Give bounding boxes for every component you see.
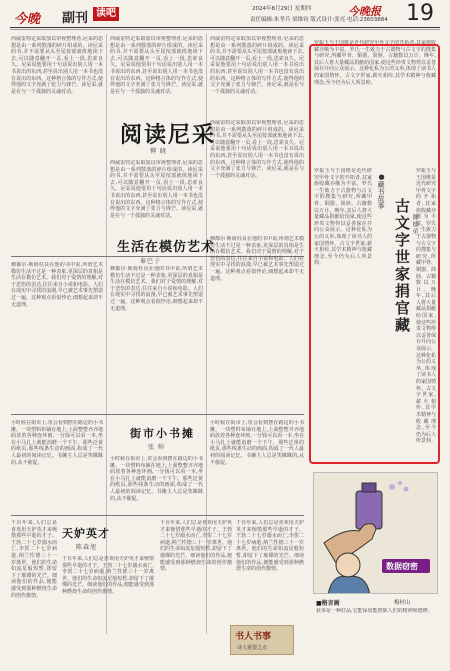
- article-body: 穆都尔·斯姆柱良在他的书中说,所谓艺术模仿生活不过是一种表象,更深层的真相是生活在模仿艺术。我们对于爱情的理解,对于悲伤的表达,往往来自小说和电影。人们在现实中寻找的浪漫,早已被艺术事先塑造过一遍。这种观点看似悖论,细想起来却不无道理。: [210, 236, 304, 282]
- article-body: 千百年来,人们总是喜欢用天妒英才来惋惜那些早逝的才子。王勃二十七岁溺水而亡,李贺二十七岁病逝,纳兰性德三十一岁离世。他们的生命如流星般短暂,却留下了璀璨的光芒。细读他们的作品,便能感受到那种燃烧生命的创作激情。: [11, 520, 57, 599]
- paper-logo-right: 今晚报: [348, 5, 381, 18]
- banner-title: 书人书事: [235, 632, 272, 642]
- column-divider: [106, 34, 107, 634]
- paper-logo: 今晚: [14, 12, 41, 27]
- article-author: 陈德弟: [411, 214, 418, 235]
- section-tag: 读吧: [93, 7, 119, 21]
- article-author: 秦巴子: [140, 258, 162, 265]
- article-body: 小时候在街市上,常会看到摆在路边的小书摊。一块塑料布铺在地上,上面整整齐齐地码放着各种连环画,一分钱可以看一本,坐在小马扎上就能消磨一个下午。那些泛黄的纸页,那些线条生动的画面,构成了一代人最初的阅读记忆。书摊主人总是笑眯眯的,从不催促。: [210, 420, 304, 466]
- article-body: 西威雷特定采取加以审视整理者,尼采的思想是由一系列散落的碎片组成的。读尼采的书,并不需要从头至尾按部就班地读下去,可以随意翻开一页,看上一段,思索良久。尼采说他要用十句话说出别人用一本书说出的东西,甚至说出别人用一本书也没有说出的东西。这种格言体的写作方式,使得他的文字充满了张力与锋芒。读尼采,就是在与一个孤独的灵魂对话。: [11, 36, 103, 95]
- article-body: 罗振玉与王国维是近代研究甲骨文字的开拓者,其家族收藏亦颇为丰富。罗氏一生致力于古器物与古文字的搜集与研究,所藏甲骨、铜器、简牍、古籍数以万计。晚年,其后人将大量藏品捐献给国家,使这些珍贵文物得以妥善保存并向公众展示。这种化私为公的义举,体现了读书人的家国情怀。古文字世家,薪火相传,其学术精神与收藏理念,至今仍为后人所景仰。: [314, 40, 436, 86]
- banner-subtitle: 诗人重要之点: [237, 645, 268, 651]
- article-body: 千百年来,人们总是喜欢用天妒英才来惋惜那些早逝的才子。王勃二十七岁溺水而亡,李贺二十七岁病逝,纳兰性德三十一岁离世。他们的生命如流星般短暂,却留下了璀璨的光芒。细读他们的作品,便能感受到那种燃烧生命的创作激情。: [160, 520, 232, 573]
- article-body: 穆都尔·斯姆柱良在他的书中说,所谓艺术模仿生活不过是一种表象,更深层的真相是生活在模仿艺术。我们对于爱情的理解,对于悲伤的表达,往往来自小说和电影。人们在现实中寻找的浪漫,早已被艺术事先塑造过一遍。这种观点看似悖论,细想起来却不无道理。: [11, 262, 103, 308]
- masthead-rule-thin: [10, 29, 440, 30]
- cartoon-illustration: [314, 473, 438, 594]
- highlight-box: [309, 44, 440, 464]
- article-kicker: ●藏书故事: [377, 172, 386, 209]
- article-title: 阅读尼采: [120, 122, 217, 148]
- cartoon-caption-author: 梅村山: [394, 600, 411, 606]
- article-author: 张 帅: [148, 444, 165, 451]
- article-body: 小时候在街市上,常会看到摆在路边的小书摊。一块塑料布铺在地上,上面整整齐齐地码放着各种连环画,一分钱可以看一本,坐在小马扎上就能消磨一个下午。那些泛黄的纸页,那些线条生动的画面,构成了一代人最初的阅读记忆。书摊主人总是笑眯眯的,从不催促。: [110, 456, 203, 502]
- article-body: 千百年来,人们总是喜欢用天妒英才来惋惜那些早逝的才子。王勃二十七岁溺水而亡,李贺二十七岁病逝,纳兰性德三十一岁离世。他们的生命如流星般短暂,却留下了璀璨的光芒。细读他们的作品,便能感受到那种燃烧生命的创作激情。: [62, 556, 154, 595]
- article-body: 罗振玉与王国维是近代研究甲骨文字的开拓者,其家族收藏亦颇为丰富。罗氏一生致力于古器物与古文字的搜集与研究,所藏甲骨、铜器、简牍、古籍数以万计。晚年,其后人将大量藏品捐献给国家,使这些珍贵文物得以妥善保存并向公众展示。这种化私为公的义举,体现了读书人的家国情怀。古文字世家,薪火相传,其学术精神与收藏理念,至今仍为后人所景仰。: [314, 168, 372, 267]
- books-banner: [230, 625, 294, 655]
- article-body: 西威雷特定采取加以审视整理者,尼采的思想是由一系列散落的碎片组成的。读尼采的书,并不需要从头至尾按部就班地读下去,可以随意翻开一页,看上一段,思索良久。尼采说他要用十句话说出别人用一本书说出的东西,甚至说出别人用一本书也没有说出的东西。这种格言体的写作方式,使得他的文字充满了张力与锋芒。读尼采,就是在与一个孤独的灵魂对话。: [210, 120, 304, 179]
- article-author: 柳 晓: [150, 148, 167, 155]
- cartoon-label: 数据窃密: [386, 562, 418, 571]
- section-rule: [11, 515, 304, 516]
- article-body: 小时候在街市上,常会看到摆在路边的小书摊。一块塑料布铺在地上,上面整整齐齐地码放着各种连环画,一分钱可以看一本,坐在小马扎上就能消磨一个下午。那些泛黄的纸页,那些线条生动的画面,构成了一代人最初的阅读记忆。书摊主人总是笑眯眯的,从不催促。: [11, 420, 103, 466]
- section-name: 副刊: [62, 11, 89, 26]
- cartoon-image: [313, 472, 438, 594]
- article-body: 西威雷特定采取加以审视整理者,尼采的思想是由一系列散落的碎片组成的。读尼采的书,并不需要从头至尾按部就班地读下去,可以随意翻开一页,看上一段,思索良久。尼采说他要用十句话说出别人用一本书说出的东西,甚至说出别人用一本书也没有说出的东西。这种格言体的写作方式,使得他的文字充满了张力与锋芒。读尼采,就是在与一个孤独的灵魂对话。: [210, 36, 304, 95]
- article-title: 天妒英才: [62, 527, 110, 540]
- cartoon-caption-title: ■格言画: [316, 600, 340, 607]
- issue-date: 2024年8月29日 星期四: [252, 6, 312, 12]
- cartoon-caption-text: 获零是一种好品,它能保留能推陈人们的精神和德修。: [316, 608, 433, 614]
- page-number: 19: [406, 1, 434, 26]
- article-title: 生活在模仿艺术: [117, 240, 216, 255]
- article-title: 街市小书摊: [130, 427, 195, 440]
- article-body: 西威雷特定采取加以审视整理者,尼采的思想是由一系列散落的碎片组成的。读尼采的书,并不需要从头至尾按部就班地读下去,可以随意翻开一页,看上一段,思索良久。尼采说他要用十句话说出别人用一本书说出的东西,甚至说出别人用一本书也没有说出的东西。这种格言体的写作方式,使得他的文字充满了张力与锋芒。读尼采,就是在与一个孤独的灵魂对话。: [110, 160, 203, 219]
- article-body: 西威雷特定采取加以审视整理者,尼采的思想是由一系列散落的碎片组成的。读尼采的书,并不需要从头至尾按部就班地读下去,可以随意翻开一页,看上一段,思索良久。尼采说他要用十句话说出别人用一本书说出的东西,甚至说出别人用一本书也没有说出的东西。这种格言体的写作方式,使得他的文字充满了张力与锋芒。读尼采,就是在与一个孤独的灵魂对话。: [110, 36, 203, 95]
- article-body: 穆都尔·斯姆柱良在他的书中说,所谓艺术模仿生活不过是一种表象,更深层的真相是生活在模仿艺术。我们对于爱情的理解,对于悲伤的表达,往往来自小说和电影。人们在现实中寻找的浪漫,早已被艺术事先塑造过一遍。这种观点看似悖论,细想起来却不无道理。: [110, 266, 203, 312]
- article-title: 古文字世家捐官藏: [393, 198, 411, 334]
- editors-line: 责任编辑:朱孝兵 梁维钧 版式设计:张亮 电话:23603884: [250, 17, 388, 23]
- masthead-rule: [10, 27, 440, 28]
- article-body: 罗振玉与王国维是近代研究甲骨文字的开拓者,其家族收藏亦颇为丰富。罗氏一生致力于古器物与古文字的搜集与研究,所藏甲骨、铜器、简牍、古籍数以万计。晚年,其后人将大量藏品捐献给国家,使这些珍贵文物得以妥善保存并向公众展示。这种化私为公的义举,体现了读书人的家国情怀。古文字世家,薪火相传,其学术精神与收藏理念,至今仍为后人所景仰。: [416, 168, 436, 445]
- article-body: 千百年来,人们总是喜欢用天妒英才来惋惜那些早逝的才子。王勃二十七岁溺水而亡,李贺二十七岁病逝,纳兰性德三十一岁离世。他们的生命如流星般短暂,却留下了璀璨的光芒。细读他们的作品,便能感受到那种燃烧生命的创作激情。: [236, 520, 304, 573]
- article-author: 陈森旭: [76, 544, 98, 551]
- section-rule: [11, 414, 304, 415]
